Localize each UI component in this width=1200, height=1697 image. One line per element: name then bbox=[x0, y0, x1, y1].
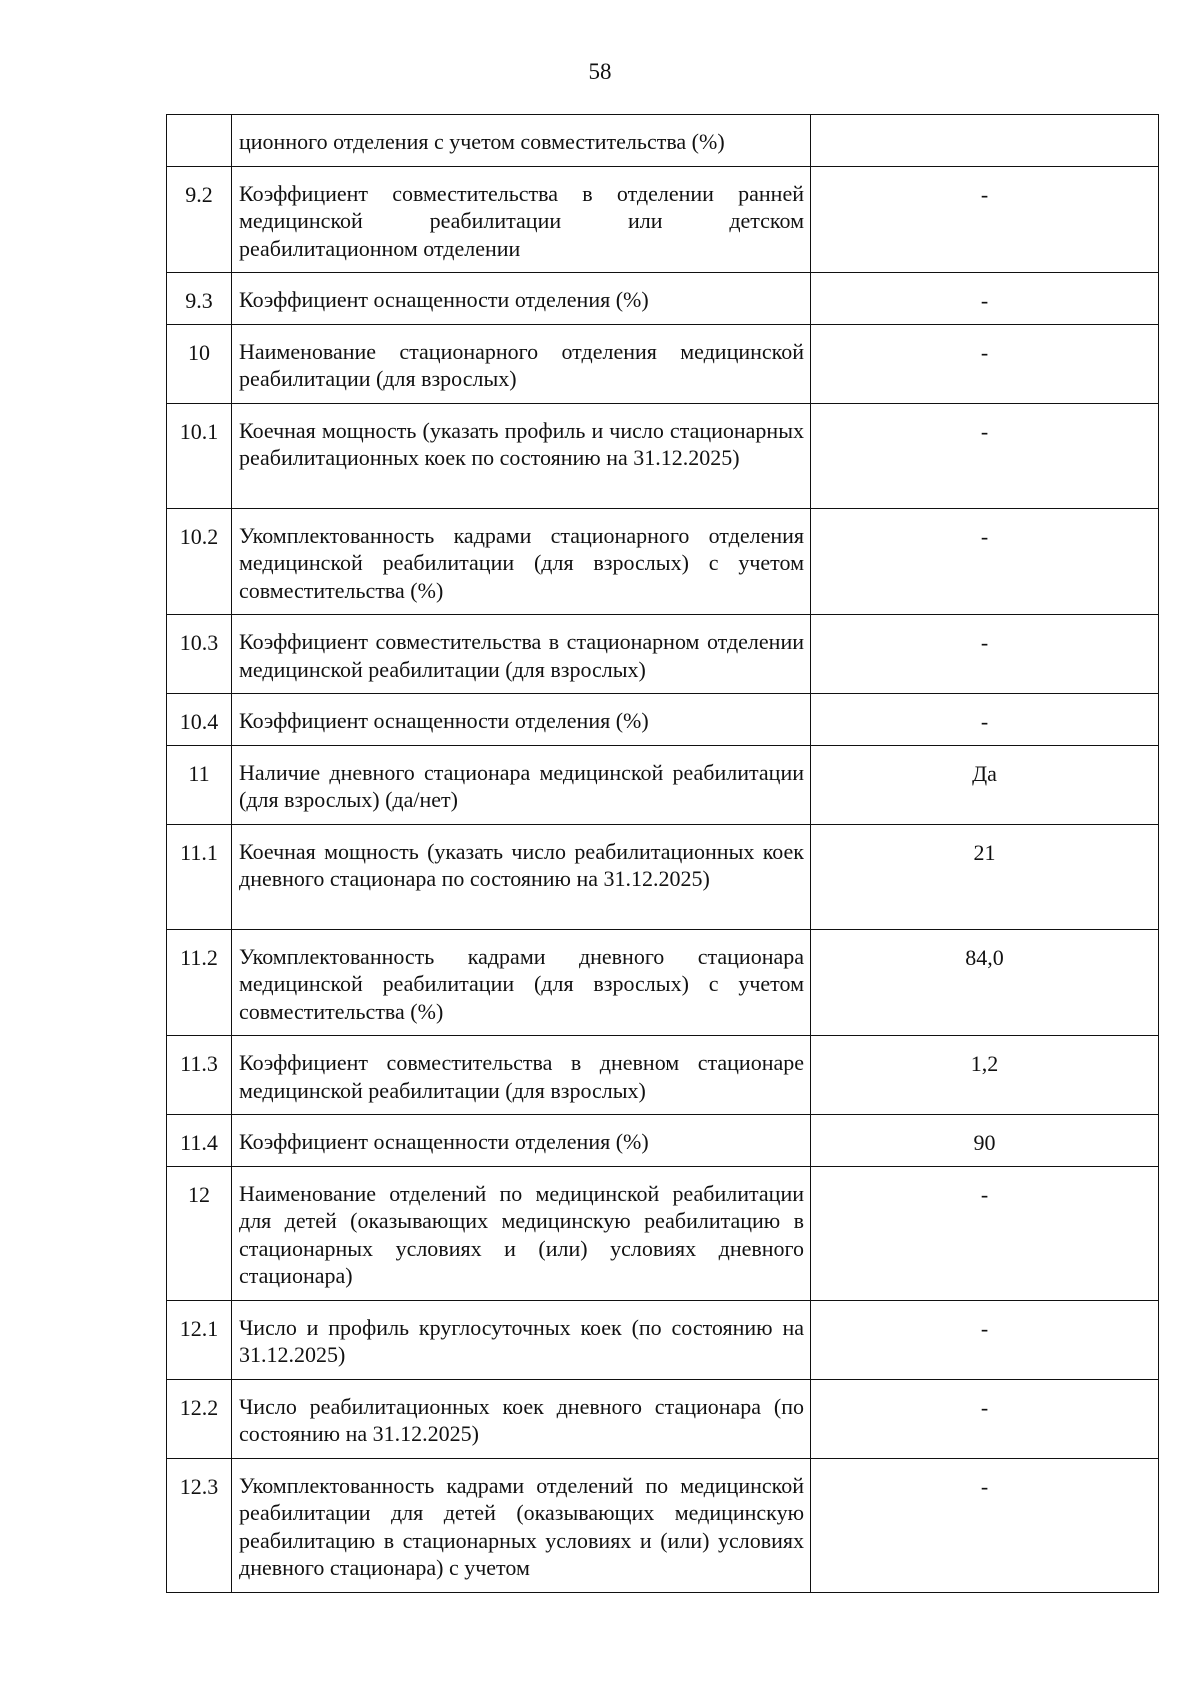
row-value: - bbox=[811, 273, 1159, 325]
row-number: 10.1 bbox=[167, 403, 232, 508]
row-number: 10.3 bbox=[167, 615, 232, 694]
row-indicator: ционного отделения с учетом совместительства (%) bbox=[232, 115, 811, 167]
row-value: - bbox=[811, 615, 1159, 694]
row-number: 9.3 bbox=[167, 273, 232, 325]
row-value: Да bbox=[811, 745, 1159, 824]
row-number: 11.1 bbox=[167, 824, 232, 929]
row-value: - bbox=[811, 1458, 1159, 1592]
row-value: - bbox=[811, 694, 1159, 746]
row-indicator: Наименование отделений по медицинской реабилитации для детей (оказывающих медицинскую реабилитацию в стационарных условиях и (или) условиях дневного стационара) bbox=[232, 1166, 811, 1300]
table-row bbox=[167, 1379, 1159, 1458]
table-row bbox=[167, 824, 1159, 929]
table-row bbox=[167, 166, 1159, 273]
row-indicator: Коэффициент совместительства в дневном стационаре медицинской реабилитации (для взрослых) bbox=[232, 1036, 811, 1115]
row-indicator: Коэффициент оснащенности отделения (%) bbox=[232, 1115, 811, 1167]
row-indicator: Наименование стационарного отделения медицинской реабилитации (для взрослых) bbox=[232, 324, 811, 403]
table-row bbox=[167, 1300, 1159, 1379]
row-indicator: Коечная мощность (указать число реабилитационных коек дневного стационара по состоянию на 31.12.2025) bbox=[232, 824, 811, 929]
row-value bbox=[811, 115, 1159, 167]
row-number: 10.2 bbox=[167, 508, 232, 615]
row-indicator: Коэффициент совместительства в отделении ранней медицинской реабилитации или детском реабилитационном отделении bbox=[232, 166, 811, 273]
row-indicator: Укомплектованность кадрами стационарного отделения медицинской реабилитации (для взрослых) с учетом совместительства (%) bbox=[232, 508, 811, 615]
row-indicator: Коечная мощность (указать профиль и число стационарных реабилитационных коек по состоянию на 31.12.2025) bbox=[232, 403, 811, 508]
table-row bbox=[167, 403, 1159, 508]
row-number: 11 bbox=[167, 745, 232, 824]
row-number: 11.4 bbox=[167, 1115, 232, 1167]
row-value: - bbox=[811, 1300, 1159, 1379]
row-indicator: Коэффициент совместительства в стационарном отделении медицинской реабилитации (для взрослых) bbox=[232, 615, 811, 694]
row-number: 12 bbox=[167, 1166, 232, 1300]
row-number: 10 bbox=[167, 324, 232, 403]
table-row bbox=[167, 929, 1159, 1036]
table-row bbox=[167, 1115, 1159, 1167]
row-indicator: Коэффициент оснащенности отделения (%) bbox=[232, 694, 811, 746]
row-value: - bbox=[811, 403, 1159, 508]
table-row bbox=[167, 745, 1159, 824]
table-row bbox=[167, 1458, 1159, 1592]
table-row bbox=[167, 324, 1159, 403]
row-value: - bbox=[811, 508, 1159, 615]
row-indicator: Число и профиль круглосуточных коек (по состоянию на 31.12.2025) bbox=[232, 1300, 811, 1379]
table-row bbox=[167, 615, 1159, 694]
row-indicator: Число реабилитационных коек дневного стационара (по состоянию на 31.12.2025) bbox=[232, 1379, 811, 1458]
row-value: 84,0 bbox=[811, 929, 1159, 1036]
row-value: 21 bbox=[811, 824, 1159, 929]
row-number: 12.1 bbox=[167, 1300, 232, 1379]
row-indicator: Коэффициент оснащенности отделения (%) bbox=[232, 273, 811, 325]
row-number: 11.3 bbox=[167, 1036, 232, 1115]
row-number: 9.2 bbox=[167, 166, 232, 273]
row-value: - bbox=[811, 166, 1159, 273]
row-indicator: Укомплектованность кадрами отделений по медицинской реабилитации для детей (оказывающих медицинскую реабилитацию в стационарных условиях и (или) условиях дневного стационара) с учетом bbox=[232, 1458, 811, 1592]
table-row bbox=[167, 508, 1159, 615]
table-row bbox=[167, 1036, 1159, 1115]
indicators-table bbox=[166, 114, 1159, 1593]
table-row bbox=[167, 694, 1159, 746]
table-row bbox=[167, 115, 1159, 167]
row-indicator: Наличие дневного стационара медицинской реабилитации (для взрослых) (да/нет) bbox=[232, 745, 811, 824]
row-value: - bbox=[811, 1379, 1159, 1458]
page-number: 58 bbox=[588, 59, 612, 84]
row-indicator: Укомплектованность кадрами дневного стационара медицинской реабилитации (для взрослых) с учетом совместительства (%) bbox=[232, 929, 811, 1036]
table-row bbox=[167, 1166, 1159, 1300]
row-number: 12.2 bbox=[167, 1379, 232, 1458]
row-number bbox=[167, 115, 232, 167]
row-number: 11.2 bbox=[167, 929, 232, 1036]
row-value: 1,2 bbox=[811, 1036, 1159, 1115]
row-value: - bbox=[811, 324, 1159, 403]
table-row bbox=[167, 273, 1159, 325]
row-value: - bbox=[811, 1166, 1159, 1300]
row-value: 90 bbox=[811, 1115, 1159, 1167]
row-number: 10.4 bbox=[167, 694, 232, 746]
row-number: 12.3 bbox=[167, 1458, 232, 1592]
